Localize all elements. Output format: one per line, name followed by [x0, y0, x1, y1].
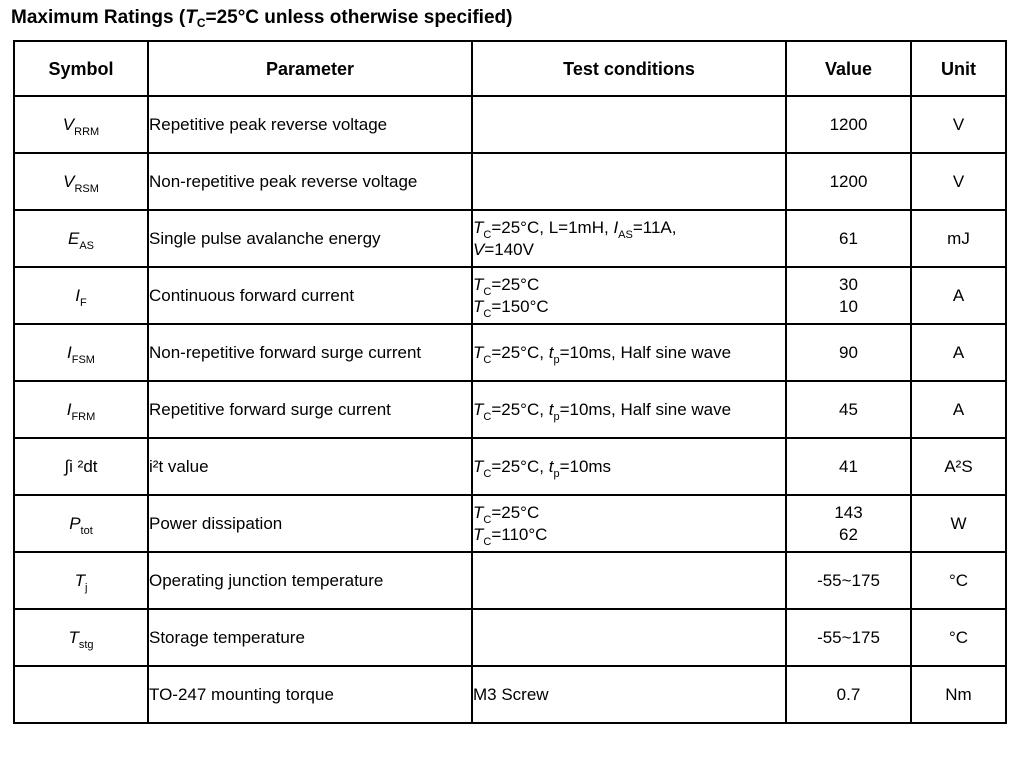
unit-cell: °C [911, 552, 1006, 609]
parameter-cell: TO-247 mounting torque [148, 666, 472, 723]
table-row [14, 324, 1006, 381]
header-parameter: Parameter [148, 41, 472, 96]
symbol-cell: $T_j$ [14, 552, 148, 609]
unit-cell: A [911, 324, 1006, 381]
symbol-cell: $E_{AS}$ [14, 210, 148, 267]
symbol-cell: $V_{RRM}$ [14, 96, 148, 153]
symbol-cell: $I_{FRM}$ [14, 381, 148, 438]
table-row [14, 267, 1006, 324]
value-cell: 1200 [786, 153, 911, 210]
table-row [14, 666, 1006, 723]
conditions-cell: $T_C=25^\circ C$, $t_p=10ms$ [472, 438, 786, 495]
value-cell: 45 [786, 381, 911, 438]
parameter-cell: Power dissipation [148, 495, 472, 552]
parameter-cell: Repetitive peak reverse voltage [148, 96, 472, 153]
header-test-conditions: Test conditions [472, 41, 786, 96]
conditions-cell: $T_C=25^\circ C$ $T_C=150^\circ C$ [472, 267, 786, 324]
value-cell: 61 [786, 210, 911, 267]
unit-cell: mJ [911, 210, 1006, 267]
parameter-cell: Storage temperature [148, 609, 472, 666]
unit-cell: V [911, 153, 1006, 210]
table-row [14, 438, 1006, 495]
symbol-cell: $V_{RSM}$ [14, 153, 148, 210]
unit-cell: A²S [911, 438, 1006, 495]
parameter-cell: Non-repetitive forward surge current [148, 324, 472, 381]
conditions-cell: $T_C=25^\circ C$, $t_p=10ms$, Half sine wave [472, 324, 786, 381]
table-row [14, 552, 1006, 609]
conditions-cell: $T_C=25^\circ C$, L=1mH, $I_{AS}=11A$, V=140V [472, 210, 786, 267]
header-row [14, 41, 1006, 96]
conditions-cell [472, 96, 786, 153]
conditions-cell: $T_C=25^\circ C$, $t_p=10ms$, Half sine wave [472, 381, 786, 438]
maximum-ratings-table [13, 40, 1007, 724]
parameter-cell: Repetitive forward surge current [148, 381, 472, 438]
unit-cell: A [911, 381, 1006, 438]
conditions-cell [472, 609, 786, 666]
table-row [14, 495, 1006, 552]
table-row [14, 96, 1006, 153]
symbol-cell: $P_{tot}$ [14, 495, 148, 552]
parameter-cell: i²t value [148, 438, 472, 495]
unit-cell: A [911, 267, 1006, 324]
table-row [14, 381, 1006, 438]
conditions-cell [472, 552, 786, 609]
value-cell: 143 62 [786, 495, 911, 552]
conditions-cell: M3 Screw [472, 666, 786, 723]
value-cell: 1200 [786, 96, 911, 153]
header-symbol: Symbol [14, 41, 148, 96]
parameter-cell: Operating junction temperature [148, 552, 472, 609]
value-cell: -55~175 [786, 552, 911, 609]
value-cell: 41 [786, 438, 911, 495]
parameter-cell: Non-repetitive peak reverse voltage [148, 153, 472, 210]
symbol-cell: $T_{stg}$ [14, 609, 148, 666]
header-value: Value [786, 41, 911, 96]
table-row [14, 609, 1006, 666]
table-title: Maximum Ratings ($T_C=25^\circ C$ unless otherwise specified) [11, 7, 513, 30]
value-cell: 0.7 [786, 666, 911, 723]
value-cell: -55~175 [786, 609, 911, 666]
unit-cell: °C [911, 609, 1006, 666]
value-cell: 30 10 [786, 267, 911, 324]
symbol-cell: $I_{FSM}$ [14, 324, 148, 381]
conditions-cell [472, 153, 786, 210]
unit-cell: Nm [911, 666, 1006, 723]
unit-cell: W [911, 495, 1006, 552]
value-cell: 90 [786, 324, 911, 381]
symbol-cell [14, 666, 148, 723]
symbol-cell: ∫i ²dt [14, 438, 148, 495]
header-unit: Unit [911, 41, 1006, 96]
conditions-cell: $T_C=25^\circ C$ $T_C=110^\circ C$ [472, 495, 786, 552]
parameter-cell: Continuous forward current [148, 267, 472, 324]
table-row [14, 153, 1006, 210]
table-row [14, 210, 1006, 267]
parameter-cell: Single pulse avalanche energy [148, 210, 472, 267]
symbol-cell: $I_F$ [14, 267, 148, 324]
unit-cell: V [911, 96, 1006, 153]
